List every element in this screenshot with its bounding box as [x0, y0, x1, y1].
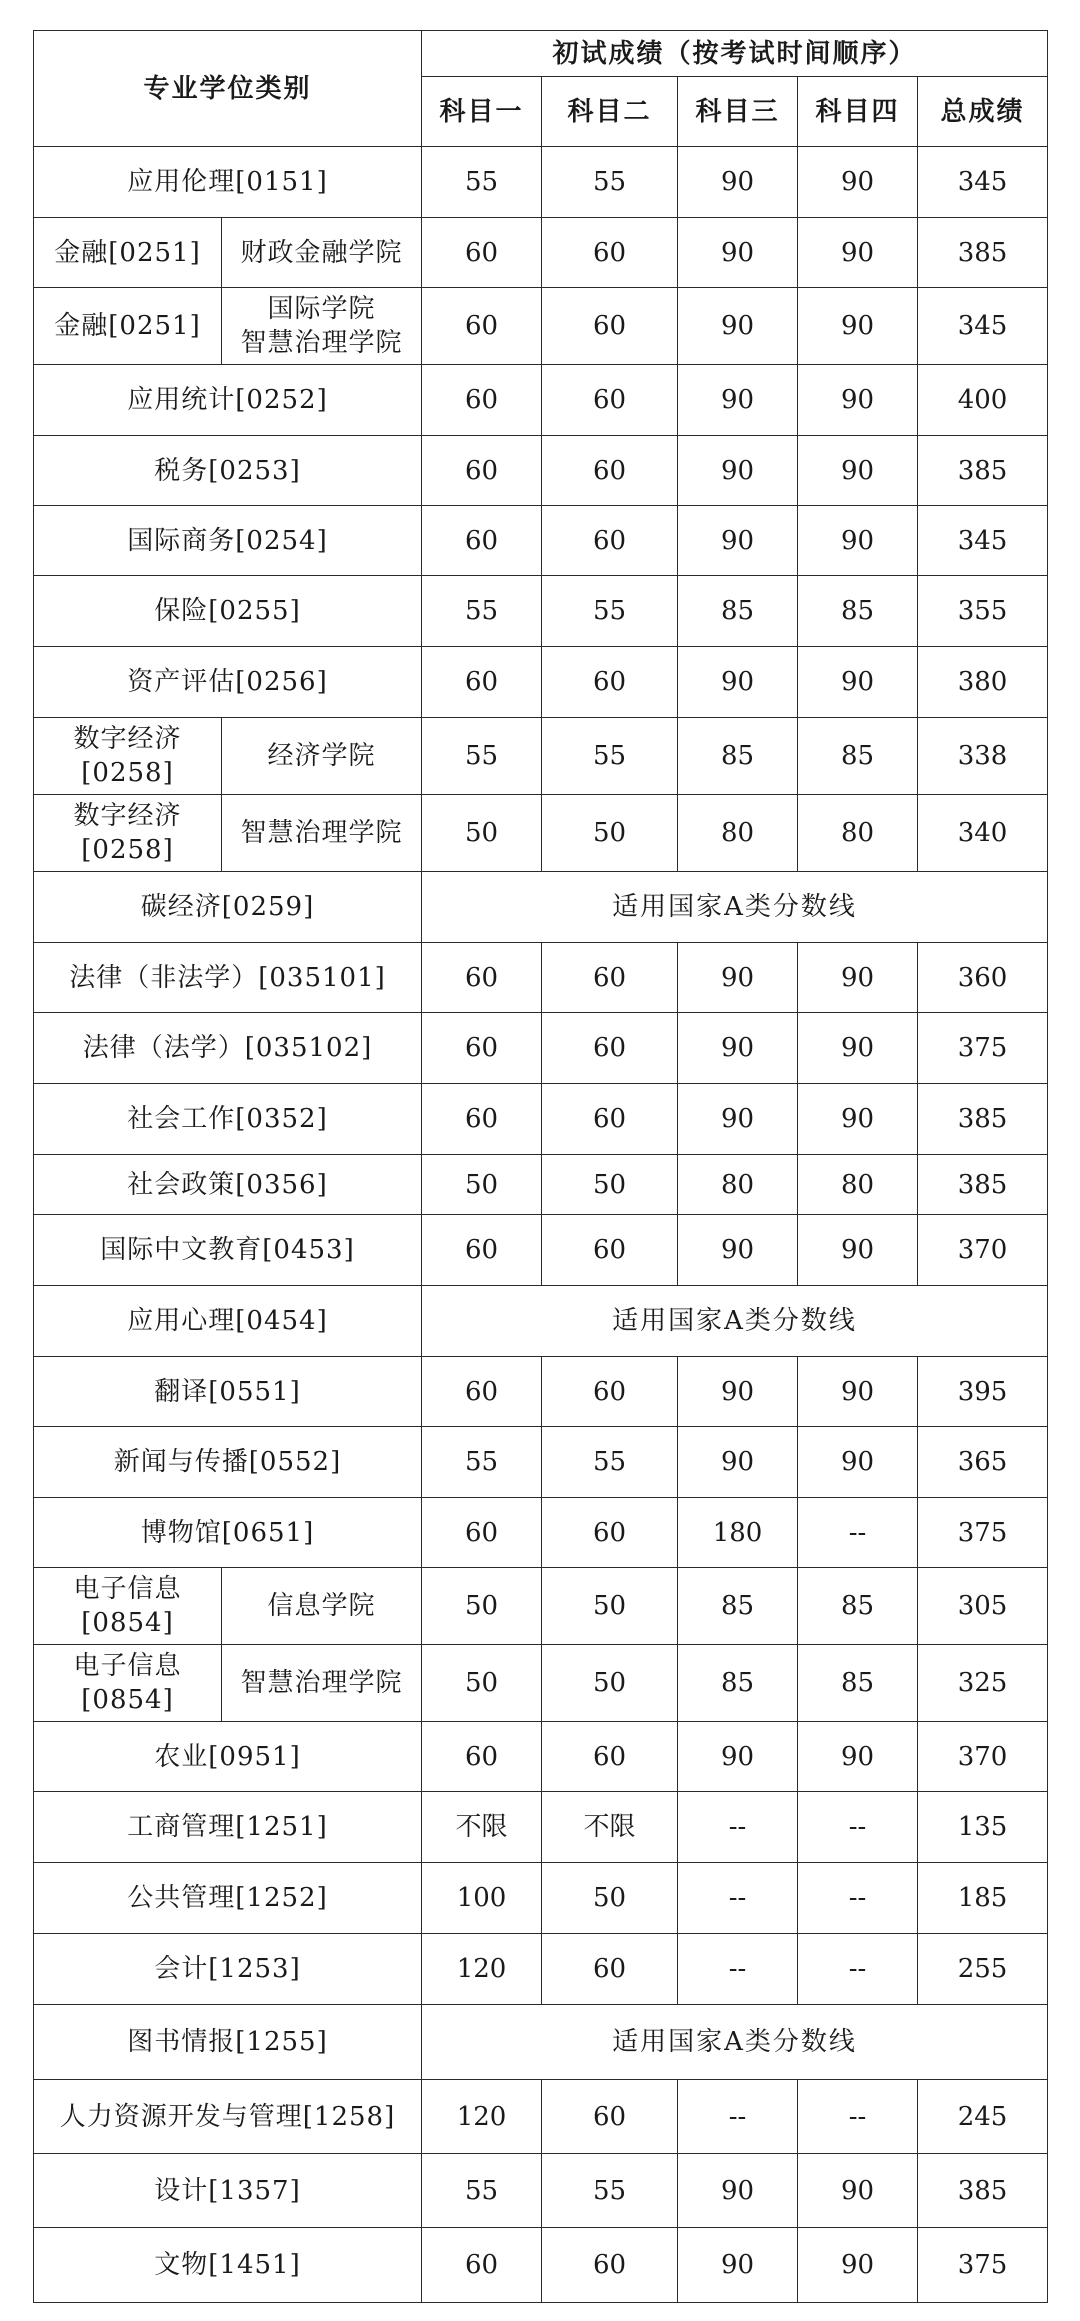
table-row [34, 872, 1048, 943]
score-table [33, 30, 1048, 2303]
subject-1-score: 100 [422, 1863, 542, 1934]
subject-2-score: 50 [542, 1863, 678, 1934]
subject-4-score: 80 [798, 795, 918, 872]
total-score: 400 [918, 365, 1048, 436]
total-score: 325 [918, 1645, 1048, 1722]
degree-name: 公共管理[1252] [34, 1863, 422, 1934]
subject-1-score: 不限 [422, 1792, 542, 1863]
subject-4-score: 85 [798, 1645, 918, 1722]
subject-2-score: 60 [542, 647, 678, 718]
total-score: 345 [918, 506, 1048, 576]
subject-3-score: 90 [678, 2228, 798, 2303]
table-row [34, 1934, 1048, 2005]
header-category: 专业学位类别 [34, 31, 422, 147]
table-row [34, 1013, 1048, 1084]
degree-name: 人力资源开发与管理[1258] [34, 2080, 422, 2154]
subject-4-score: 90 [798, 2228, 918, 2303]
subject-3-score: 90 [678, 1427, 798, 1498]
table-row [34, 2080, 1048, 2154]
table-row [34, 718, 1048, 795]
subject-2-score: 60 [542, 1013, 678, 1084]
total-score: 370 [918, 1215, 1048, 1286]
total-score: 380 [918, 647, 1048, 718]
subject-3-score: 80 [678, 1155, 798, 1215]
subject-4-score: 80 [798, 1155, 918, 1215]
degree-name: 金融[0251] [34, 218, 222, 288]
subject-3-score: -- [678, 1934, 798, 2005]
total-score: 345 [918, 288, 1048, 365]
subject-4-score: 85 [798, 1568, 918, 1645]
subject-2-score: 60 [542, 1934, 678, 2005]
subject-1-score: 50 [422, 1155, 542, 1215]
subject-3-score: 90 [678, 1084, 798, 1155]
degree-name: 数字经济 [0258] [34, 795, 222, 872]
subject-1-score: 60 [422, 2228, 542, 2303]
subject-4-score: 85 [798, 718, 918, 795]
header-col-1: 科目一 [422, 77, 542, 147]
subject-1-score: 55 [422, 718, 542, 795]
table-row [34, 795, 1048, 872]
subject-1-score: 60 [422, 218, 542, 288]
subject-1-score: 60 [422, 1084, 542, 1155]
subject-3-score: 85 [678, 718, 798, 795]
subject-1-score: 60 [422, 1357, 542, 1427]
total-score: 305 [918, 1568, 1048, 1645]
table-row [34, 1215, 1048, 1286]
subject-4-score: 90 [798, 1722, 918, 1792]
subject-3-score: 85 [678, 576, 798, 647]
national-line-note: 适用国家A类分数线 [422, 872, 1048, 943]
degree-name: 文物[1451] [34, 2228, 422, 2303]
school-name: 经济学院 [222, 718, 422, 795]
school-name: 智慧治理学院 [222, 795, 422, 872]
subject-1-score: 60 [422, 365, 542, 436]
degree-name: 国际商务[0254] [34, 506, 422, 576]
subject-2-score: 60 [542, 1498, 678, 1568]
school-name: 国际学院 智慧治理学院 [222, 288, 422, 365]
total-score: 355 [918, 576, 1048, 647]
table-row [34, 1155, 1048, 1215]
degree-name: 保险[0255] [34, 576, 422, 647]
subject-2-score: 55 [542, 1427, 678, 1498]
table-row [34, 365, 1048, 436]
degree-name: 法律（非法学）[035101] [34, 943, 422, 1013]
subject-2-score: 不限 [542, 1792, 678, 1863]
subject-4-score: 90 [798, 1427, 918, 1498]
total-score: 185 [918, 1863, 1048, 1934]
school-name: 智慧治理学院 [222, 1645, 422, 1722]
subject-3-score: 90 [678, 365, 798, 436]
degree-name: 农业[0951] [34, 1722, 422, 1792]
subject-1-score: 60 [422, 943, 542, 1013]
header-col-5: 总成绩 [918, 77, 1048, 147]
table-row [34, 218, 1048, 288]
subject-2-score: 60 [542, 1215, 678, 1286]
subject-1-score: 120 [422, 1934, 542, 2005]
total-score: 338 [918, 718, 1048, 795]
total-score: 360 [918, 943, 1048, 1013]
subject-1-score: 55 [422, 576, 542, 647]
subject-3-score: 85 [678, 1568, 798, 1645]
subject-1-score: 60 [422, 647, 542, 718]
subject-3-score: 90 [678, 647, 798, 718]
subject-4-score: 90 [798, 147, 918, 218]
subject-1-score: 60 [422, 1013, 542, 1084]
subject-3-score: 90 [678, 147, 798, 218]
degree-name: 图书情报[1255] [34, 2005, 422, 2080]
subject-2-score: 60 [542, 2080, 678, 2154]
total-score: 135 [918, 1792, 1048, 1863]
table-row [34, 2005, 1048, 2080]
subject-4-score: 90 [798, 436, 918, 506]
degree-name: 法律（法学）[035102] [34, 1013, 422, 1084]
degree-name: 应用统计[0252] [34, 365, 422, 436]
table-row [34, 506, 1048, 576]
degree-name: 金融[0251] [34, 288, 222, 365]
degree-name: 社会政策[0356] [34, 1155, 422, 1215]
subject-3-score: 85 [678, 1645, 798, 1722]
table-row [34, 576, 1048, 647]
subject-1-score: 60 [422, 436, 542, 506]
subject-4-score: 90 [798, 943, 918, 1013]
table-row [34, 147, 1048, 218]
subject-4-score: 90 [798, 218, 918, 288]
total-score: 385 [918, 436, 1048, 506]
subject-2-score: 60 [542, 2228, 678, 2303]
total-score: 385 [918, 2154, 1048, 2228]
subject-2-score: 50 [542, 795, 678, 872]
header-col-2: 科目二 [542, 77, 678, 147]
subject-4-score: 90 [798, 647, 918, 718]
table-body [34, 31, 1048, 2303]
subject-2-score: 55 [542, 147, 678, 218]
total-score: 385 [918, 1155, 1048, 1215]
subject-3-score: 90 [678, 1013, 798, 1084]
subject-2-score: 60 [542, 1722, 678, 1792]
subject-3-score: -- [678, 1863, 798, 1934]
subject-1-score: 55 [422, 1427, 542, 1498]
table-row [34, 1568, 1048, 1645]
subject-4-score: 90 [798, 506, 918, 576]
subject-2-score: 60 [542, 365, 678, 436]
header-col-3: 科目三 [678, 77, 798, 147]
degree-name: 社会工作[0352] [34, 1084, 422, 1155]
subject-1-score: 60 [422, 1215, 542, 1286]
table-row [34, 1427, 1048, 1498]
subject-4-score: 90 [798, 1215, 918, 1286]
subject-3-score: 90 [678, 943, 798, 1013]
table-row [34, 1498, 1048, 1568]
degree-name: 翻译[0551] [34, 1357, 422, 1427]
subject-4-score: -- [798, 2080, 918, 2154]
table-row [34, 1357, 1048, 1427]
subject-2-score: 50 [542, 1568, 678, 1645]
table-row [34, 943, 1048, 1013]
subject-1-score: 55 [422, 2154, 542, 2228]
subject-4-score: 90 [798, 288, 918, 365]
degree-name: 电子信息 [0854] [34, 1568, 222, 1645]
subject-3-score: -- [678, 1792, 798, 1863]
national-line-note: 适用国家A类分数线 [422, 1286, 1048, 1357]
subject-1-score: 120 [422, 2080, 542, 2154]
degree-name: 设计[1357] [34, 2154, 422, 2228]
table-row [34, 1792, 1048, 1863]
degree-name: 应用心理[0454] [34, 1286, 422, 1357]
total-score: 245 [918, 2080, 1048, 2154]
table-row [34, 1863, 1048, 1934]
table-row [34, 1286, 1048, 1357]
subject-4-score: 90 [798, 2154, 918, 2228]
subject-4-score: 90 [798, 1013, 918, 1084]
header-col-4: 科目四 [798, 77, 918, 147]
subject-3-score: 90 [678, 506, 798, 576]
total-score: 340 [918, 795, 1048, 872]
degree-name: 工商管理[1251] [34, 1792, 422, 1863]
degree-name: 电子信息 [0854] [34, 1645, 222, 1722]
subject-2-score: 55 [542, 2154, 678, 2228]
total-score: 345 [918, 147, 1048, 218]
school-name: 财政金融学院 [222, 218, 422, 288]
degree-name: 会计[1253] [34, 1934, 422, 2005]
subject-4-score: -- [798, 1934, 918, 2005]
subject-1-score: 60 [422, 1722, 542, 1792]
subject-2-score: 60 [542, 288, 678, 365]
degree-name: 数字经济 [0258] [34, 718, 222, 795]
subject-2-score: 55 [542, 576, 678, 647]
subject-2-score: 60 [542, 1357, 678, 1427]
degree-name: 资产评估[0256] [34, 647, 422, 718]
subject-1-score: 50 [422, 1645, 542, 1722]
subject-3-score: 90 [678, 1722, 798, 1792]
subject-1-score: 55 [422, 147, 542, 218]
subject-4-score: 90 [798, 1084, 918, 1155]
subject-3-score: 90 [678, 1215, 798, 1286]
subject-2-score: 50 [542, 1645, 678, 1722]
total-score: 375 [918, 1498, 1048, 1568]
subject-4-score: 90 [798, 365, 918, 436]
degree-name: 税务[0253] [34, 436, 422, 506]
subject-2-score: 50 [542, 1155, 678, 1215]
subject-2-score: 60 [542, 436, 678, 506]
school-name: 信息学院 [222, 1568, 422, 1645]
subject-1-score: 60 [422, 506, 542, 576]
table-row [34, 436, 1048, 506]
subject-2-score: 55 [542, 718, 678, 795]
subject-1-score: 60 [422, 1498, 542, 1568]
subject-3-score: 90 [678, 2154, 798, 2228]
table-row [34, 647, 1048, 718]
subject-3-score: 90 [678, 1357, 798, 1427]
table-row [34, 2154, 1048, 2228]
total-score: 255 [918, 1934, 1048, 2005]
subject-3-score: 180 [678, 1498, 798, 1568]
subject-2-score: 60 [542, 506, 678, 576]
total-score: 385 [918, 1084, 1048, 1155]
subject-2-score: 60 [542, 1084, 678, 1155]
degree-name: 博物馆[0651] [34, 1498, 422, 1568]
subject-4-score: -- [798, 1863, 918, 1934]
degree-name: 碳经济[0259] [34, 872, 422, 943]
table-row [34, 1722, 1048, 1792]
header-group: 初试成绩（按考试时间顺序） [422, 31, 1048, 77]
table-row [34, 1084, 1048, 1155]
subject-1-score: 60 [422, 288, 542, 365]
table-row [34, 2228, 1048, 2303]
total-score: 385 [918, 218, 1048, 288]
subject-3-score: 90 [678, 218, 798, 288]
subject-4-score: -- [798, 1498, 918, 1568]
subject-3-score: 90 [678, 288, 798, 365]
subject-3-score: 80 [678, 795, 798, 872]
total-score: 370 [918, 1722, 1048, 1792]
subject-1-score: 50 [422, 1568, 542, 1645]
degree-name: 新闻与传播[0552] [34, 1427, 422, 1498]
subject-3-score: -- [678, 2080, 798, 2154]
degree-name: 国际中文教育[0453] [34, 1215, 422, 1286]
subject-2-score: 60 [542, 218, 678, 288]
subject-1-score: 50 [422, 795, 542, 872]
national-line-note: 适用国家A类分数线 [422, 2005, 1048, 2080]
table-row [34, 1645, 1048, 1722]
table-row [34, 288, 1048, 365]
subject-4-score: -- [798, 1792, 918, 1863]
total-score: 375 [918, 1013, 1048, 1084]
total-score: 395 [918, 1357, 1048, 1427]
subject-4-score: 90 [798, 1357, 918, 1427]
subject-2-score: 60 [542, 943, 678, 1013]
header-row-top [34, 31, 1048, 77]
total-score: 375 [918, 2228, 1048, 2303]
subject-4-score: 85 [798, 576, 918, 647]
subject-3-score: 90 [678, 436, 798, 506]
total-score: 365 [918, 1427, 1048, 1498]
degree-name: 应用伦理[0151] [34, 147, 422, 218]
